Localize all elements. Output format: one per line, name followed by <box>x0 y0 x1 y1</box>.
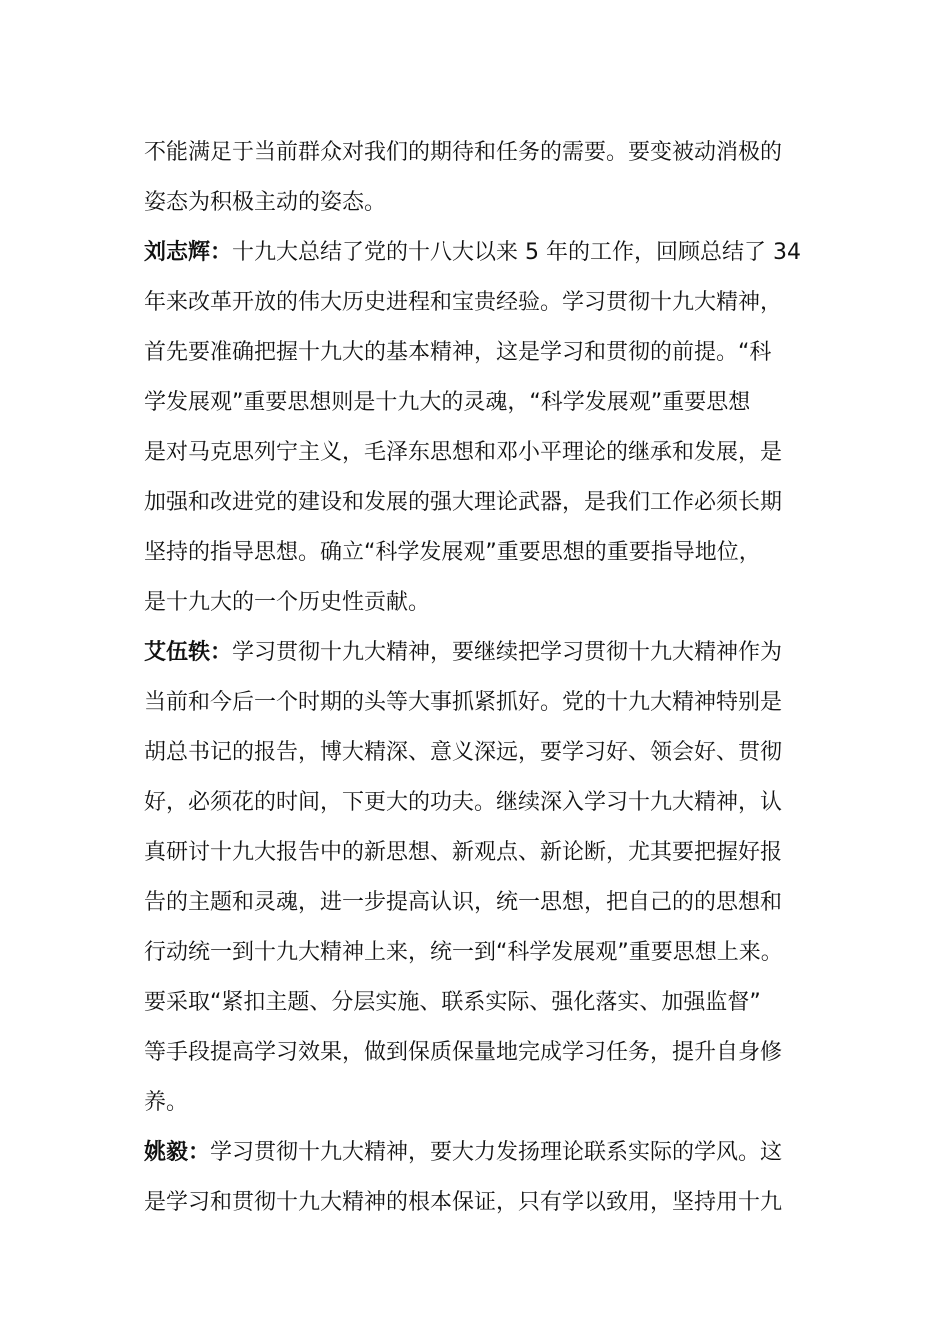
line-text: 十九大总结了党的十八大以来 5 年的工作，回顾总结了 34 <box>232 240 801 265</box>
text-line <box>144 978 824 1028</box>
text-line <box>144 678 824 728</box>
line-text: 学发展观”重要思想则是十九大的灵魂，“科学发展观”重要思想 <box>144 390 751 415</box>
line-text: 好，必须花的时间，下更大的功夫。继续深入学习十九大精神，认 <box>144 790 783 815</box>
line-text: 真研讨十九大报告中的新思想、新观点、新论断，尤其要把握好报 <box>144 840 783 865</box>
text-line <box>144 1028 824 1078</box>
line-text: 不能满足于当前群众对我们的期待和任务的需要。要变被动消极的 <box>144 140 783 165</box>
line-text: 姿态为积极主动的姿态。 <box>144 190 387 215</box>
text-line <box>144 578 824 628</box>
text-line <box>144 428 824 478</box>
text-line <box>144 178 824 228</box>
text-line <box>144 1128 824 1178</box>
text-line <box>144 728 824 778</box>
line-text: 等手段提高学习效果，做到保质保量地完成学习任务，提升自身修 <box>144 1040 783 1065</box>
line-text: 加强和改进党的建设和发展的强大理论武器，是我们工作必须长期 <box>144 490 783 515</box>
speaker-name: 刘志辉： <box>144 240 233 265</box>
line-text: 学习贯彻十九大精神，要继续把学习贯彻十九大精神作为 <box>232 640 783 665</box>
line-text: 行动统一到十九大精神上来，统一到“科学发展观”重要思想上来。 <box>144 940 783 965</box>
text-line <box>144 278 824 328</box>
line-text: 当前和今后一个时期的头等大事抓紧抓好。党的十九大精神特别是 <box>144 690 783 715</box>
line-text: 坚持的指导思想。确立“科学发展观”重要思想的重要指导地位， <box>144 540 761 565</box>
text-line <box>144 478 824 528</box>
line-text: 是十九大的一个历史性贡献。 <box>144 590 431 615</box>
line-text: 是对马克思列宁主义，毛泽东思想和邓小平理论的继承和发展，是 <box>144 440 783 465</box>
line-text: 胡总书记的报告，博大精深、意义深远，要学习好、领会好、贯彻 <box>144 740 783 765</box>
line-text: 年来改革开放的伟大历史进程和宝贵经验。学习贯彻十九大精神， <box>144 290 783 315</box>
speaker-name: 艾伍轶： <box>144 640 233 665</box>
line-text: 是学习和贯彻十九大精神的根本保证，只有学以致用，坚持用十九 <box>144 1190 783 1215</box>
text-line <box>144 778 824 828</box>
speaker-name: 姚毅： <box>144 1140 211 1165</box>
text-line <box>144 328 824 378</box>
text-line <box>144 378 824 428</box>
line-text: 首先要准确把握十九大的基本精神，这是学习和贯彻的前提。“科 <box>144 340 772 365</box>
text-line <box>144 878 824 928</box>
text-line <box>144 828 824 878</box>
line-text: 告的主题和灵魂，进一步提高认识，统一思想，把自己的的思想和 <box>144 890 783 915</box>
text-line <box>144 1078 824 1128</box>
line-text: 养。 <box>144 1090 189 1115</box>
text-line <box>144 128 824 178</box>
text-line <box>144 628 824 678</box>
text-line <box>144 228 824 278</box>
text-line <box>144 1178 824 1228</box>
line-text: 要采取“紧扣主题、分层实施、联系实际、强化落实、加强监督” <box>144 990 761 1015</box>
document-body <box>144 128 824 1228</box>
text-line <box>144 928 824 978</box>
line-text: 学习贯彻十九大精神，要大力发扬理论联系实际的学风。这 <box>210 1140 783 1165</box>
text-line <box>144 528 824 578</box>
